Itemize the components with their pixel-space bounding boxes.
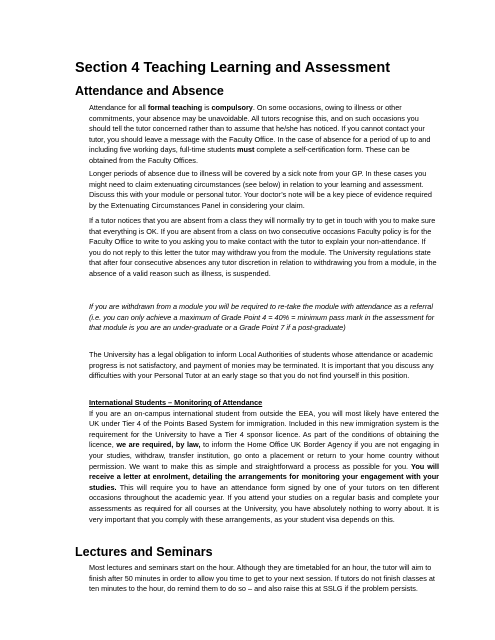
international-students-paragraph <box>89 398 439 525</box>
attendance-paragraph-2: Longer periods of absence due to illness will be covered by a sick note from your GP. In these cases you might need to claim extenuating circumstances (see below) in relation to your learning and assessment. Discuss this with your module or personal tutor. Your doctor’s note will be a key piece of evidence required by the Extenuating Circumstances Panel in considering your claim. <box>89 169 432 210</box>
bold-span: compulsory <box>211 103 253 112</box>
bold-span: must <box>237 145 255 155</box>
text-span: . On some occasions, owing to illness or other commitments, your absence may be unavoidable. All tutors recognise this, and on such occasions you should tell the tutor concerned rather than to assume that he/she has noticed. If you cannot contact your tutor, you should leave a message with the Faculty Office. In the case of absence for a period of up to and including five working days, full-time students <box>89 103 431 155</box>
withdrawal-note: If you are withdrawn from a module you will be required to re-take the module with attendance as a referral (i.e. you can only achieve a maximum of Grade Point 4 = 40% = minimum pass mark in the assessment for that module is you are an under-graduate or a Grade Point 7 if a post-graduate) <box>89 302 435 333</box>
attendance-heading: Attendance and Absence <box>75 84 224 98</box>
lectures-paragraph: Most lectures and seminars start on the hour. Although they are timetabled for an hour, the tutor will aim to finish after 50 minutes in order to allow you time to get to your next session. If tutors do not finish classes at ten minutes to the hour, do remind them to do so – and also raise this at SSLG if the problem persists. <box>89 563 435 594</box>
text-span: is <box>202 103 212 112</box>
text-span: complete a self-certification form. These can be obtained from the Faculty Offices. <box>89 145 410 165</box>
section-title: Section 4 Teaching Learning and Assessment <box>75 60 391 76</box>
bold-span: we are required, by law, <box>116 440 201 450</box>
attendance-paragraph-3: If a tutor notices that you are absent from a class they will normally try to get in touch with you to make sure that everything is OK. If you are absent from a class on two consecutive occasions Faculty policy is for the Faculty Office to write to you asking you to make contact with the tutor to explain your non-attendance. If you do not reply to this letter the tutor may withdraw you from the module. The University regulations state that after four consecutive absences any tutor discretion in relation to withdrawing you from a module, in the absence of a valid reason such as illness, is suspended. <box>89 216 437 278</box>
text-span: If you are an on-campus international student from outside the EEA, you will most likely have entered the UK under Tier 4 of the Points Based System for immigration. Included in this new immigration system is the requirement for the University to have a Tier 4 sponsor licence. As part of the conditions of obtaining the licence, <box>89 408 439 450</box>
text-span: This will require you to have an attendance form signed by one of your tutors on ten different occasions throughout the academic year. If you attend your studies on a regular basis and complete your assessments as required for all courses at the University, you have absolutely nothing to worry about. It is very important that you comply with these arrangements, as your student visa depends on this. <box>89 482 439 524</box>
text-span: to inform the Home Office UK Border Agency if you are not engaging in your studies, withdraw, transfer institution, go onto a placement or return to your home country without permission. We want to make this as simple and straightforward a process as possible for you. <box>89 440 439 471</box>
bold-span: You will receive a letter at enrolment, detailing the arrangements for monitoring your engagement with your studies. <box>89 461 439 492</box>
lectures-heading: Lectures and Seminars <box>75 545 213 559</box>
text-span: Attendance for all <box>89 103 148 112</box>
bold-span: formal teaching <box>147 103 203 112</box>
international-students-heading: International Students – Monitoring of Attendance <box>89 398 263 407</box>
legal-obligation-paragraph: The University has a legal obligation to inform Local Authorities of students whose attendance or academic progress is not satisfactory, and payment of monies may be terminated. It is important that you discuss any difficulties with your Personal Tutor at an early stage so that you do not find yourself in this position. <box>89 350 434 381</box>
attendance-paragraph-1 <box>89 103 439 167</box>
